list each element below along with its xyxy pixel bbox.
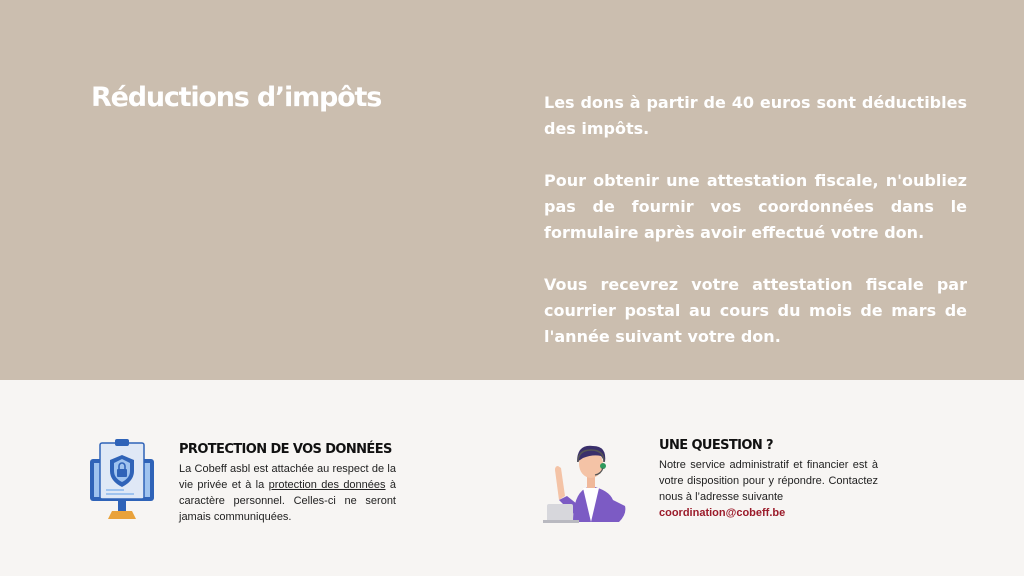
privacy-text — [179, 461, 396, 525]
privacy-text-after: à caractère personnel. Celles-ci ne seront jamais communiquées. — [179, 479, 396, 523]
privacy-block — [179, 442, 396, 525]
info-section — [0, 380, 1024, 576]
privacy-link[interactable]: protection des données — [268, 479, 386, 491]
contact-email-link[interactable]: coordination@cobeff.be — [659, 507, 786, 519]
page-title: Réductions d’impôts — [91, 82, 382, 113]
hero-paragraph: Les dons à partir de 40 euros sont déductibles des impôts. — [544, 93, 967, 138]
question-text — [659, 457, 878, 521]
hero-text — [544, 90, 967, 376]
privacy-title: PROTECTION DE VOS DONNÉES — [179, 442, 392, 457]
monitor-shield-icon — [88, 437, 156, 521]
support-agent-icon — [543, 440, 635, 524]
question-description: Notre service administratif et financier est à votre disposition pour y répondre. Contactez nous à l’adresse suivante — [659, 459, 878, 503]
question-title: UNE QUESTION ? — [659, 438, 773, 453]
hero-paragraph: Vous recevrez votre attestation fiscale par courrier postal au cours du mois de mars de l'année suivant votre don. — [544, 275, 967, 346]
hero-paragraph: Pour obtenir une attestation fiscale, n'oubliez pas de fournir vos coordonnées dans le formulaire après avoir effectué votre don. — [544, 171, 967, 242]
privacy-text-before: La Cobeff asbl est attachée au respect de la vie privée et à la — [179, 463, 396, 491]
question-block — [659, 438, 878, 521]
